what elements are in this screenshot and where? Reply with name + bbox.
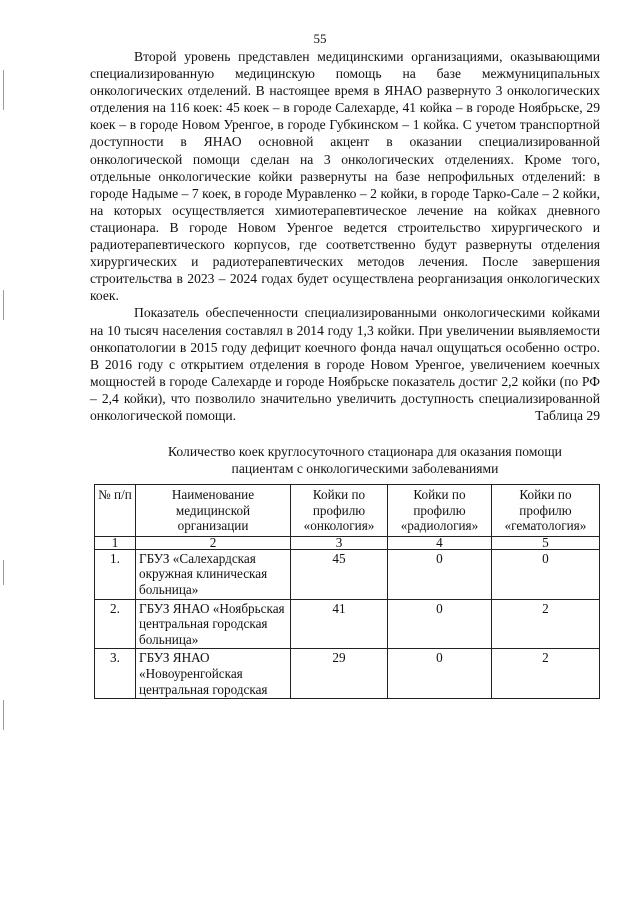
header-cell: Койки по профилю «онкология» <box>291 485 388 537</box>
radiology-beds-cell: 0 <box>388 599 492 649</box>
organization-name-cell: ГБУЗ ЯНАО «Ноябрьская центральная городская больница» <box>136 599 291 649</box>
table-title-line: Количество коек круглосуточного стационара для оказания помощи <box>168 444 562 459</box>
header-cell: Наименование медицинской организации <box>136 485 291 537</box>
table-caption: Таблица 29 <box>535 408 600 423</box>
hematology-beds-cell: 2 <box>491 599 599 649</box>
radiology-beds-cell: 0 <box>388 549 492 599</box>
row-number-cell: 2. <box>95 599 136 649</box>
header-cell: Койки по профилю «гематология» <box>491 485 599 537</box>
oncology-beds-cell: 41 <box>291 599 388 649</box>
oncology-beds-cell: 29 <box>291 649 388 699</box>
paragraph: Показатель обеспеченности специализированными онкологическими койками на 10 тысяч населения составлял в 2014 году 1,3 койки. При увеличении выявляемости онкопатологии в 2015 году дефицит коечного фонда начал ощущаться особенно остро. В 2016 году с открытием отделения в городе Новом Уренгое, увеличением коечных мощностей в городе Салехарде и городе Ноябрьске показатель достиг 2,2 койки (по РФ – 2,4 койки), что позволило значительно увеличить доступность специализированной онкологической помощи. <box>90 305 600 423</box>
column-number-cell: 2 <box>136 536 291 549</box>
row-number-cell: 3. <box>95 649 136 699</box>
table-header-row <box>95 485 600 537</box>
organization-name-cell: ГБУЗ «Салехардская окружная клиническая больница» <box>136 549 291 599</box>
page-number: 55 <box>313 31 327 46</box>
header-cell: Койки по профилю «радиология» <box>388 485 492 537</box>
hematology-beds-cell: 2 <box>491 649 599 699</box>
margin-scan-mark <box>3 700 4 730</box>
hematology-beds-cell: 0 <box>491 549 599 599</box>
margin-scan-mark <box>3 290 4 320</box>
header-cell: № п/п <box>95 485 136 537</box>
table-row <box>95 599 600 649</box>
column-number-cell: 4 <box>388 536 492 549</box>
column-number-cell: 3 <box>291 536 388 549</box>
oncology-beds-cell: 45 <box>291 549 388 599</box>
body-text <box>90 48 600 424</box>
column-number-cell: 1 <box>95 536 136 549</box>
table-row <box>95 549 600 599</box>
radiology-beds-cell: 0 <box>388 649 492 699</box>
beds-table <box>94 484 600 699</box>
margin-scan-mark <box>3 560 4 585</box>
column-number-cell: 5 <box>491 536 599 549</box>
table-title <box>90 443 640 477</box>
column-number-row <box>95 536 600 549</box>
table-row <box>95 649 600 699</box>
row-number-cell: 1. <box>95 549 136 599</box>
table-title-line: пациентам с онкологическими заболеваниями <box>231 461 499 476</box>
paragraph: Второй уровень представлен медицинскими организациями, оказывающими специализированную медицинскую помощь на базе межмуниципальных онкологических отделений. В настоящее время в ЯНАО развернуто 3 онкологических отделения на 116 коек: 45 коек – в городе Салехарде, 41 койка – в городе Ноябрьске, 29 коек – в городе Новом Уренгое, в городе Губкинском – 1 койка. С учетом транспортной доступности в ЯНАО основной акцент в оказании специализированной онкологической помощи сделан на 3 онкологических отделениях. Кроме того, отдельные онкологические койки развернуты на базе непрофильных отделений: в городе Надыме – 7 коек, в городе Муравленко – 2 койки, в городе Тарко-Сале – 2 койки, на которых осуществляется химиотерапевтическое лечение на койках дневного стационара. В городе Новом Уренгое ведется строительство хирургического и радиотерапевтического корпусов, где соответственно будут развернуты отделения хирургических и радиотерапевтических методов лечения. После завершения строительства в 2023 – 2024 годах будет осуществлена реорганизация онкологических коек. <box>90 49 600 304</box>
margin-scan-mark <box>3 70 4 110</box>
organization-name-cell: ГБУЗ ЯНАО «Новоуренгойская центральная городская <box>136 649 291 699</box>
